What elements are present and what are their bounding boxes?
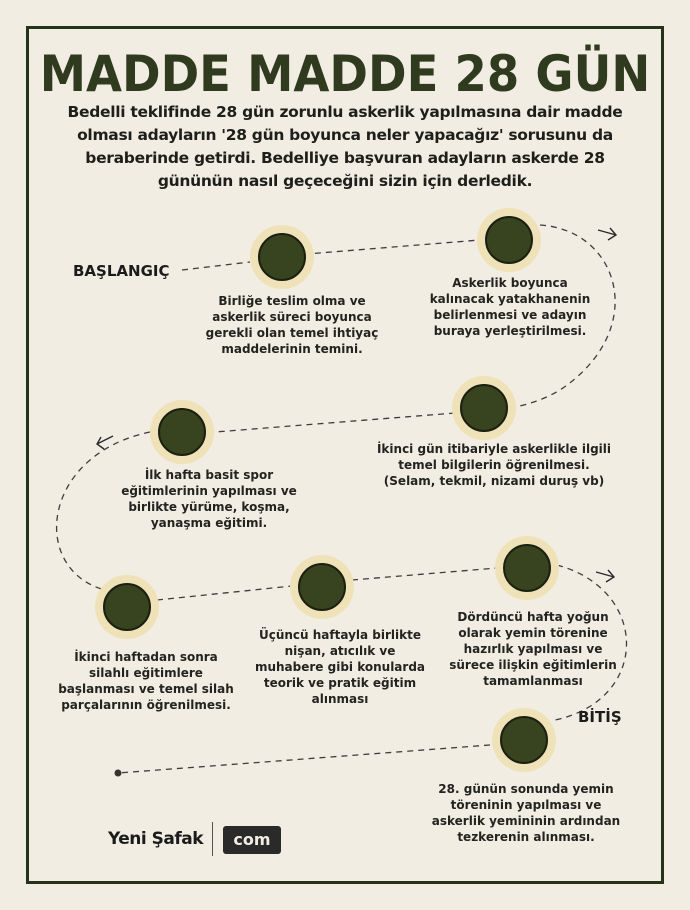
step-4-text: İlk hafta basit spor eğitimlerinin yapılması ve birlikte yürüme, koşma, yanaşma eğitimi. bbox=[121, 468, 297, 530]
step-7-text: Dördüncü hafta yoğun olarak yemin törenine hazırlık yapılması ve sürece ilişkin eğitimlerin tamamlanması bbox=[449, 610, 617, 688]
page-title: MADDE MADDE 28 GÜN bbox=[39, 45, 651, 103]
brand-logo: Yeni Şafak bbox=[108, 829, 204, 849]
step-3-node bbox=[452, 376, 516, 440]
step-5-text: İkinci haftadan sonra silahlı eğitimlere başlanması ve temel silah parçalarının öğrenilmesi. bbox=[58, 650, 234, 712]
step-6-node bbox=[290, 555, 354, 619]
step-3-text: İkinci gün itibariyle askerlikle ilgili temel bilgilerin öğrenilmesi. (Selam, tekmil, nizami duruş vb) bbox=[376, 442, 612, 488]
step-5-node bbox=[95, 575, 159, 639]
step-1-text: Birliğe teslim olma ve askerlik süreci boyunca gerekli olan temel ihtiyaç maddelerinin temini. bbox=[205, 294, 379, 356]
start-label: BAŞLANGIÇ bbox=[73, 262, 170, 280]
step-1-node bbox=[250, 225, 314, 289]
domain-badge: com bbox=[223, 826, 281, 854]
step-4-node bbox=[150, 400, 214, 464]
intro-text: Bedelli teklifinde 28 gün zorunlu askerlik yapılmasına dair madde olması adayların '28 gün boyunca neler yapacağız' sorusunu da beraberinde getirdi. Bedelliye başvuran adayların askerde 28 gününün nasıl geçeceğini sizin için derledik. bbox=[67, 103, 623, 190]
step-7-node bbox=[495, 536, 559, 600]
step-2-node bbox=[477, 208, 541, 272]
step-8-node bbox=[492, 708, 556, 772]
footer-divider bbox=[212, 822, 213, 856]
step-8-text: 28. günün sonunda yemin töreninin yapılması ve askerlik yemininin ardından tezkerenin alınması. bbox=[431, 782, 621, 844]
step-6-text: Üçüncü haftayla birlikte nişan, atıcılık ve muhabere gibi konularda teorik ve pratik eğitim alınması bbox=[254, 628, 426, 706]
end-label: BİTİŞ bbox=[578, 708, 622, 726]
step-2-text: Askerlik boyunca kalınacak yatakhanenin belirlenmesi ve adayın buraya yerleştirilmesi. bbox=[429, 276, 591, 338]
